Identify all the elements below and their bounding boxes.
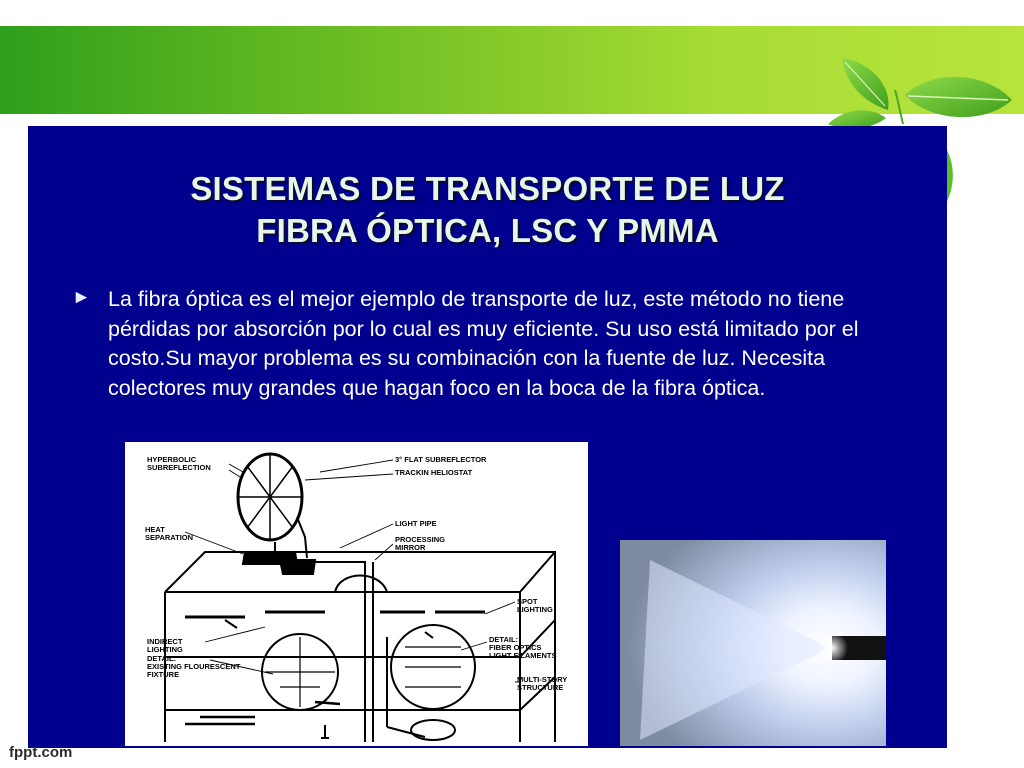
label-indirect-lighting: LIGHTING [147,645,183,654]
label-heat: HEAT [145,525,165,534]
label-indirect: INDIRECT [147,637,183,646]
label-subreflection: SUBREFLECTION [147,463,211,472]
label-flat-subreflector: 3° FLAT SUBREFLECTOR [395,455,487,464]
footer-brand: fppt.com [9,744,73,761]
label-existing-flourescent: EXISTING FLOURESCENT [147,662,241,671]
label-structure: STRUCTURE [517,683,564,692]
label-spot-lighting: LIGHTING [517,605,553,614]
label-spot: SPOT [517,597,538,606]
title-line-1: SISTEMAS DE TRANSPORTE DE LUZ [190,170,785,207]
fiber-optic-building-diagram [125,442,588,746]
triangle-bullet-icon: ► [72,287,91,308]
title-line-2: FIBRA ÓPTICA, LSC Y PMMA [256,212,719,249]
slide-title [28,168,947,252]
label-detail-existing: DETAIL: [147,654,177,663]
label-light-filaments: LIGHT FILAMENTS [489,651,557,660]
bullet-text: La fibra óptica es el mejor ejemplo de transporte de luz, este método no tiene pérdidas por absorción por lo cual es muy eficiente. Su uso está limitado por el costo.Su mayor problema es su combinación con la fuente de luz. Necesita colectores muy grandes que hagan foco en la boca de la fibra óptica. [108,287,859,400]
label-fiber-optics: FIBER OPTICS [489,643,542,652]
label-fixture: FIXTURE [147,670,180,679]
light-beam-image [620,540,886,746]
slide-panel [28,126,947,748]
label-light-pipe: LIGHT PIPE [395,519,437,528]
label-processing: PROCESSING [395,535,446,544]
label-mirror: MIRROR [395,543,426,552]
diagram-drawing [125,442,588,746]
fiber-light-photo [620,540,886,746]
label-detail-fiber: DETAIL: [489,635,519,644]
label-separation: SEPARATION [145,533,194,542]
label-multi-story: MULTI-STORY [517,675,568,684]
label-tracking-heliostat: TRACKIN HELIOSTAT [395,468,473,477]
label-hyperbolic: HYPERBOLIC [147,455,197,464]
